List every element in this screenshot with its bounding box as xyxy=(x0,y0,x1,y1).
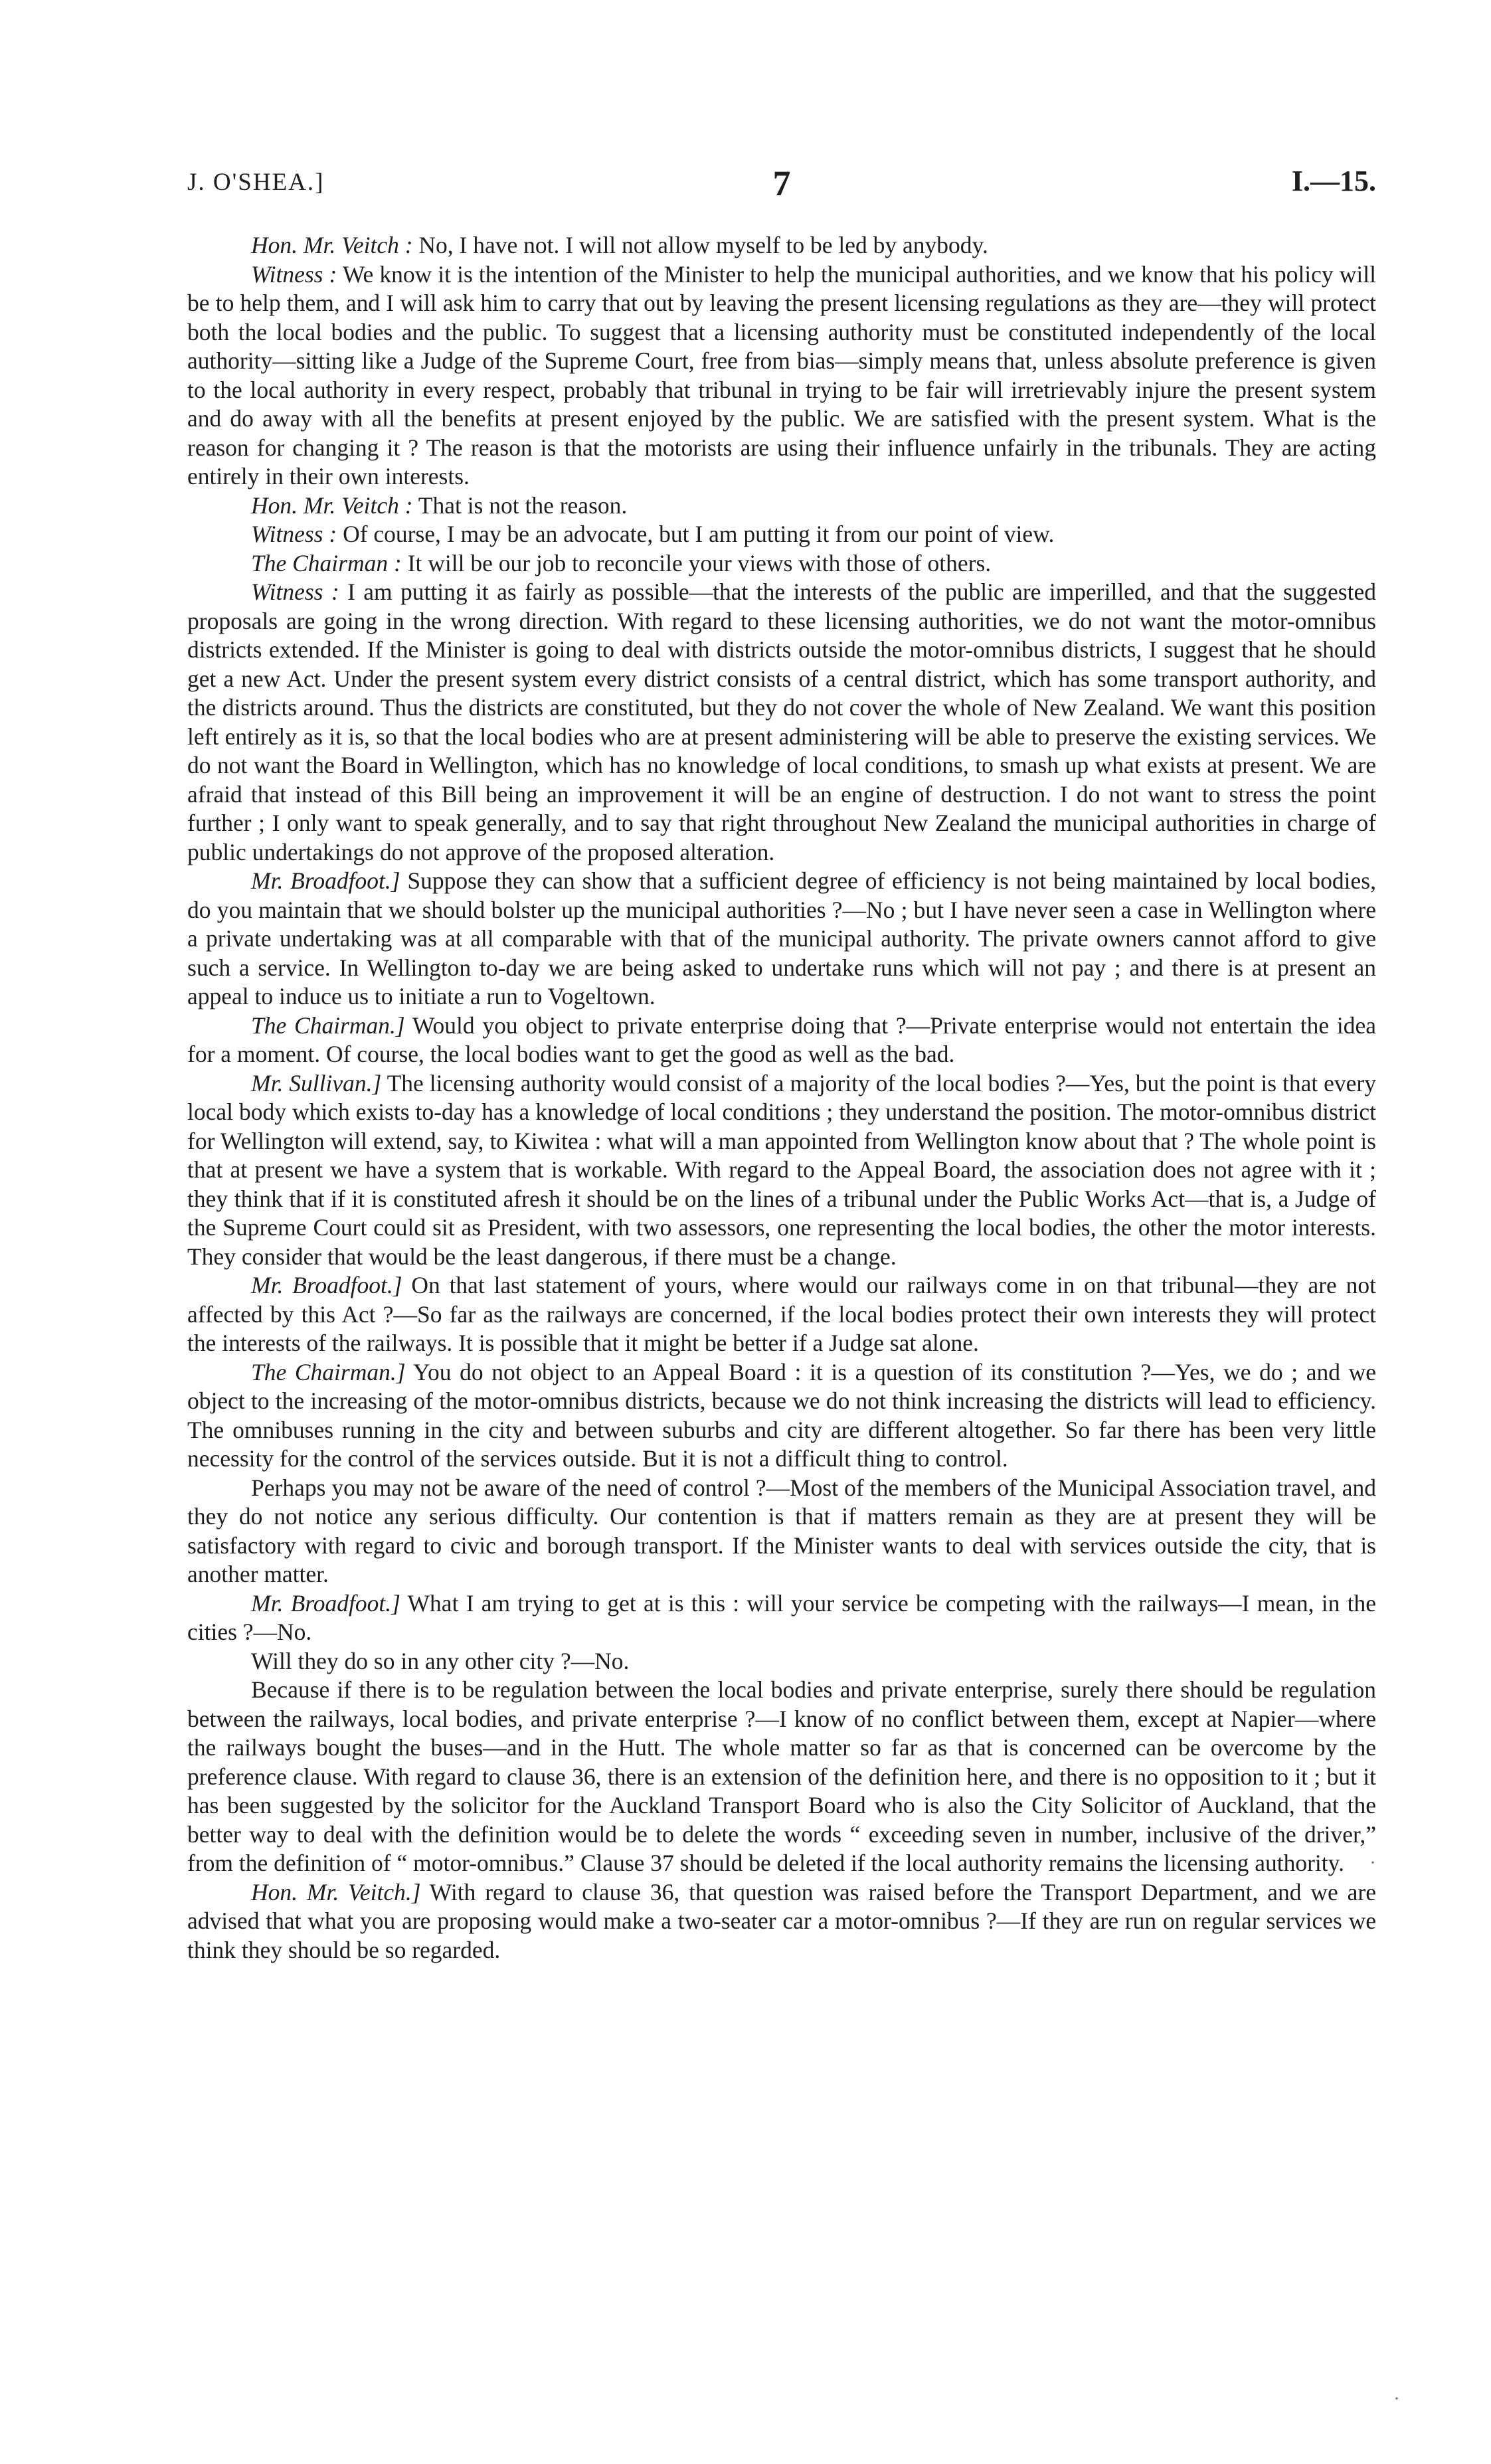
speaker-label: Witness : xyxy=(251,521,337,547)
witness-name-heading: J. O'SHEA.] xyxy=(187,169,325,196)
margin-dot: · xyxy=(1369,1852,1376,1874)
paragraph xyxy=(187,1676,1376,1878)
speaker-label: Hon. Mr. Veitch : xyxy=(251,232,413,258)
paragraph-text: We know it is the intention of the Minister to help the municipal authorities, and we know that his policy will be to help them, and I will ask him to carry that out by leaving the present licensing regulations as they are—they will protect both the local bodies and the public. To suggest that a licensing authority must be constituted independently of the local authority—sitting like a Judge of the Supreme Court, free from bias—simply means that, unless absolute preference is given to the local authority in every respect, probably that tribunal in trying to be fair will irretrievably injure the present system and do away with all the benefits at present enjoyed by the public. We are satisfied with the present system. What is the reason for changing it ? The reason is that the motorists are using their influence unfairly in the tribunals. They are acting entirely in their own interests. xyxy=(187,260,1376,489)
paragraph-text: On that last statement of yours, where would our railways come in on that tribunal—they are not affected by this Act ?—So far as the railways are concerned, if the local bodies protect their own interests they will protect the interests of the railways. It is possible that it might be better if a Judge sat alone. xyxy=(187,1272,1376,1356)
paragraph xyxy=(187,1589,1376,1647)
paragraph-text: Suppose they can show that a sufficient degree of efficiency is not being maintained by local bodies, do you maintain that we should bolster up the municipal authorities ?—No ; but I have never seen a case in Wellington where a private undertaking was at all comparable with that of the municipal authority. The private owners cannot afford to give such a service. In Wellington to-day we are being asked to undertake runs which will not pay ; and there is at present an appeal to induce us to initiate a run to Vogeltown. xyxy=(187,867,1376,1010)
paragraph xyxy=(187,1647,1376,1676)
paragraph xyxy=(187,260,1376,491)
paragraph xyxy=(187,1069,1376,1272)
paragraph xyxy=(187,578,1376,867)
document-reference: I.—15. xyxy=(1291,165,1376,197)
margin-dot: · xyxy=(1393,2388,1400,2410)
paragraph-text: That is not the reason. xyxy=(412,491,628,519)
paragraph xyxy=(187,867,1376,1012)
paragraph-text: Will they do so in any other city ?—No. xyxy=(251,1647,630,1674)
speaker-label: Mr. Broadfoot.] xyxy=(251,1272,402,1298)
paragraph-text: With regard to clause 36, that question was raised before the Transport Department, and we are advised that what you are proposing would make a two-seater car a motor-omnibus ?—If they are run on regular services we think they should be so regarded. xyxy=(187,1878,1377,1963)
transcript-body xyxy=(187,231,1376,1965)
paragraph xyxy=(187,231,1376,260)
speaker-label: Witness : xyxy=(251,260,337,288)
page-header xyxy=(187,163,1376,209)
paragraph-text: It will be our job to reconcile your views with those of others. xyxy=(401,549,992,576)
paragraph-text: The licensing authority would consist of a majority of the local bodies ?—Yes, but the point is that every local body which exists to-day has a knowledge of local conditions ; they understand the position. The motor-omnibus district for Wellington will extend, say, to Kiwitea : what will a man appointed from Wellington know about that ? The whole point is that at present we have a system that is workable. With regard to the Appeal Board, the association does not agree with it ; they think that if it is constituted afresh it should be on the lines of a tribunal under the Public Works Act—that is, a Judge of the Supreme Court could sit as President, with two assessors, one representing the local bodies, the other the motor interests. They consider that would be the least dangerous, if there must be a change. xyxy=(187,1069,1376,1270)
paragraph xyxy=(187,1878,1376,1965)
paragraph xyxy=(187,1358,1376,1474)
paragraph xyxy=(187,549,1376,578)
paragraph-text: Perhaps you may not be aware of the need of control ?—Most of the members of the Municipal Association travel, and they do not notice any serious difficulty. Our contention is that if matters remain as they are at present they will be satisfactory with regard to civic and borough transport. If the Minister wants to deal with services outside the city, that is another matter. xyxy=(187,1474,1376,1587)
speaker-label: The Chairman.] xyxy=(251,1358,406,1385)
speaker-label: Mr. Broadfoot.] xyxy=(251,1589,400,1617)
speaker-label: Mr. Broadfoot.] xyxy=(251,867,400,894)
paragraph-text: Would you object to private enterprise doing that ?—Private enterprise would not entertain the idea for a moment. Of course, the local bodies want to get the good as well as the bad. xyxy=(187,1012,1377,1067)
paragraph-text: You do not object to an Appeal Board : it is a question of its constitution ?—Yes, we do ; and we object to the increasing of the motor-omnibus districts, because we do not think increasing the districts will lead to efficiency. The omnibuses running in the city and between suburbs and city are different altogether. So far there has been very little necessity for the control of the services outside. But it is not a difficult thing to control. xyxy=(187,1358,1376,1472)
speaker-label: Hon. Mr. Veitch.] xyxy=(251,1878,421,1905)
paragraph-text: Because if there is to be regulation between the local bodies and private enterprise, surely there should be regulation between the railways, local bodies, and private enterprise ?—I know of no conflict between them, except at Napier—where the railways bought the buses—and in the Hutt. The whole matter so far as that is concerned can be overcome by the preference clause. With regard to clause 36, there is an extension of the definition here, and there is no opposition to it ; but it has been suggested by the solicitor for the Auckland Transport Board who is also the City Solicitor of Auckland, that the better way to deal with the definition would be to delete the words “ exceeding seven in number, inclusive of the driver,” from the definition of “ motor-omnibus.” Clause 37 should be deleted if the local authority remains the licensing authority. xyxy=(187,1676,1376,1876)
page-number: 7 xyxy=(772,163,791,203)
paragraph xyxy=(187,1271,1376,1358)
paragraph xyxy=(187,1474,1376,1589)
paragraph xyxy=(187,491,1376,521)
speaker-label: Hon. Mr. Veitch : xyxy=(251,491,413,519)
speaker-label: The Chairman.] xyxy=(251,1012,405,1039)
paragraph xyxy=(187,520,1376,549)
speaker-label: Mr. Sullivan.] xyxy=(251,1069,382,1097)
paragraph-text: Of course, I may be an advocate, but I am putting it from our point of view. xyxy=(337,521,1055,547)
paragraph-text: I am putting it as fairly as possible—that the interests of the public are imperilled, and that the suggested proposals are going in the wrong direction. With regard to these licensing authorities, we do not want the motor-omnibus districts extended. If the Minister is going to deal with districts outside the motor-omnibus districts, I suggest that he should get a new Act. Under the present system every district consists of a central district, which has some transport authority, and the districts around. Thus the districts are constituted, but they do not cover the whole of New Zealand. We want this position left entirely as it is, so that the local bodies who are at present administering will be able to preserve the existing services. We do not want the Board in Wellington, which has no knowledge of local conditions, to smash up what exists at present. We are afraid that instead of this Bill being an improvement it will be an engine of destruction. I do not want to stress the point further ; I only want to speak generally, and to say that right throughout New Zealand the municipal authorities in charge of public undertakings do not approve of the proposed alteration. xyxy=(187,578,1376,865)
paragraph-text: No, I have not. I will not allow myself to be led by anybody. xyxy=(412,232,988,258)
paragraph-text: What I am trying to get at is this : will your service be competing with the railways—I mean, in the cities ?—No. xyxy=(187,1589,1376,1645)
speaker-label: Witness : xyxy=(251,578,339,605)
paragraph xyxy=(187,1012,1376,1069)
speaker-label: The Chairman : xyxy=(251,549,402,576)
